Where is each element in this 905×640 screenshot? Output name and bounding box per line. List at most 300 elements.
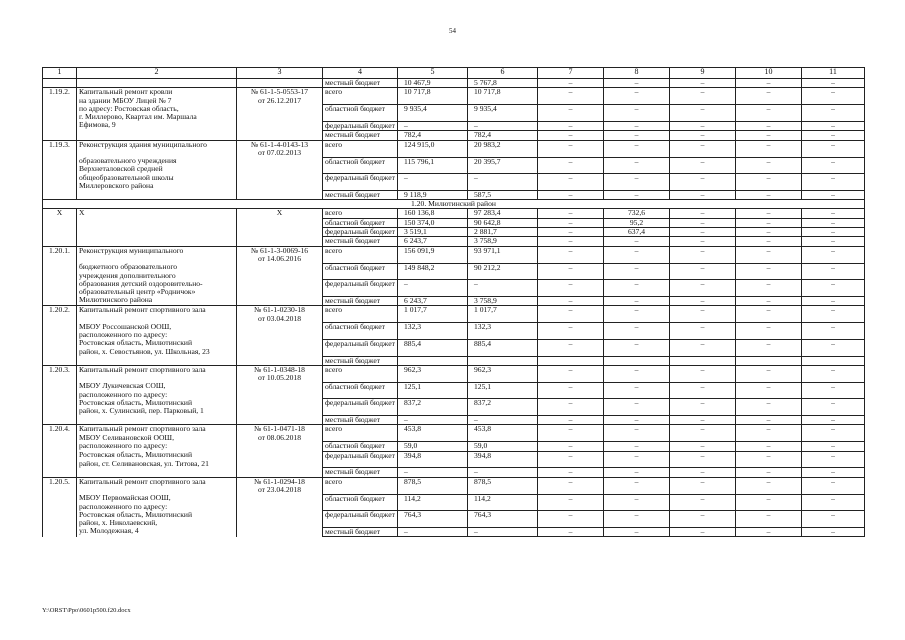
object-name-cell xyxy=(77,131,237,140)
column-number-row xyxy=(43,68,865,79)
item-number-cell xyxy=(43,451,77,468)
year-value-cell: – xyxy=(538,228,604,237)
year-value-cell: – xyxy=(802,365,865,382)
table-row xyxy=(43,477,865,494)
expertise-conclusion-cell xyxy=(237,105,323,122)
remaining-cost-cell: 2 881,7 xyxy=(468,228,538,237)
item-number-cell: 1.20.5. xyxy=(43,477,77,494)
expertise-conclusion-cell: № 61-1-0230-18 от 03.04.2018 xyxy=(237,306,323,323)
year-value-cell: – xyxy=(604,88,670,105)
year-value-cell: – xyxy=(802,339,865,356)
year-value-cell: – xyxy=(736,88,802,105)
estimated-cost-cell: 453,8 xyxy=(398,425,468,442)
estimated-cost-cell: – xyxy=(398,174,468,191)
file-path-footer: Y:\ORST\Ppo\0601p500.f20.docx xyxy=(42,607,131,614)
year-value-cell: – xyxy=(736,105,802,122)
year-value-cell: – xyxy=(736,280,802,297)
funding-source-cell: федеральный бюджет xyxy=(323,399,398,416)
year-value-cell: – xyxy=(670,105,736,122)
remaining-cost-cell: 10 717,8 xyxy=(468,88,538,105)
year-value-cell: – xyxy=(802,494,865,511)
expertise-conclusion-cell xyxy=(237,339,323,356)
funding-source-cell: всего xyxy=(323,209,398,218)
year-value-cell: – xyxy=(802,323,865,340)
object-name-cell: Ростовская область, Милютинский район, х. Николаевский, xyxy=(77,511,237,528)
estimated-cost-cell: 10 467,9 xyxy=(398,79,468,88)
table-row xyxy=(43,105,865,122)
estimated-cost-cell: 1 017,7 xyxy=(398,306,468,323)
estimated-cost-cell: 156 091,9 xyxy=(398,246,468,263)
estimated-cost-cell: – xyxy=(398,416,468,425)
remaining-cost-cell: – xyxy=(468,174,538,191)
year-value-cell: – xyxy=(670,140,736,157)
funding-source-cell: местный бюджет xyxy=(323,416,398,425)
expertise-conclusion-cell xyxy=(237,228,323,237)
year-value-cell: – xyxy=(670,477,736,494)
year-value-cell: – xyxy=(538,494,604,511)
year-value-cell: – xyxy=(670,280,736,297)
object-name-cell: общеобразовательной школы Миллеровского района xyxy=(77,174,237,191)
funding-source-cell: федеральный бюджет xyxy=(323,451,398,468)
expertise-conclusion-cell xyxy=(237,511,323,528)
year-value-cell: – xyxy=(538,174,604,191)
object-name-cell: Ростовская область, Милютинский район, ст. Селивановская, ул. Титова, 21 xyxy=(77,451,237,468)
item-number-cell xyxy=(43,131,77,140)
year-value-cell: – xyxy=(604,131,670,140)
year-value-cell xyxy=(670,356,736,365)
year-value-cell: – xyxy=(538,190,604,199)
year-value-cell: – xyxy=(538,365,604,382)
expertise-conclusion-cell xyxy=(237,174,323,191)
object-name-cell: по адресу: Ростовская область, г. Миллерово, Квартал им. Маршала xyxy=(77,105,237,122)
object-name-cell: образовательного учреждения Верхнеталовской средней xyxy=(77,157,237,174)
year-value-cell: – xyxy=(670,416,736,425)
item-number-cell xyxy=(43,399,77,416)
funding-source-cell: местный бюджет xyxy=(323,356,398,365)
year-value-cell: – xyxy=(538,442,604,451)
item-number-cell xyxy=(43,356,77,365)
estimated-cost-cell: 59,0 xyxy=(398,442,468,451)
year-value-cell: – xyxy=(802,442,865,451)
object-name-cell: Ростовская область, Милютинский район, х. Севостьянов, ул. Школьная, 23 xyxy=(77,339,237,356)
expertise-conclusion-cell xyxy=(237,416,323,425)
remaining-cost-cell: 962,3 xyxy=(468,365,538,382)
item-number-cell: 1.20.2. xyxy=(43,306,77,323)
expertise-conclusion-cell xyxy=(237,79,323,88)
item-number-cell xyxy=(43,416,77,425)
table-row xyxy=(43,416,865,425)
estimated-cost-cell: 3 519,1 xyxy=(398,228,468,237)
year-value-cell: – xyxy=(802,88,865,105)
year-value-cell: – xyxy=(538,140,604,157)
year-value-cell: – xyxy=(736,323,802,340)
year-value-cell: – xyxy=(736,218,802,227)
remaining-cost-cell: – xyxy=(468,280,538,297)
year-value-cell: – xyxy=(538,280,604,297)
year-value-cell: – xyxy=(736,425,802,442)
year-value-cell: – xyxy=(604,399,670,416)
year-value-cell: – xyxy=(802,79,865,88)
expertise-conclusion-cell xyxy=(237,451,323,468)
year-value-cell: – xyxy=(538,477,604,494)
object-name-cell: Реконструкция муниципального xyxy=(77,246,237,263)
year-value-cell: – xyxy=(802,246,865,263)
year-value-cell: – xyxy=(736,237,802,246)
remaining-cost-cell: 3 758,9 xyxy=(468,237,538,246)
year-value-cell: – xyxy=(736,228,802,237)
remaining-cost-cell: 59,0 xyxy=(468,442,538,451)
funding-source-cell: местный бюджет xyxy=(323,296,398,305)
item-number-cell xyxy=(43,237,77,246)
object-name-cell xyxy=(77,416,237,425)
year-value-cell: – xyxy=(736,416,802,425)
year-value-cell: – xyxy=(670,365,736,382)
table-row xyxy=(43,263,865,280)
funding-source-cell: федеральный бюджет xyxy=(323,280,398,297)
year-value-cell: – xyxy=(736,511,802,528)
object-name-cell xyxy=(77,218,237,227)
year-value-cell: – xyxy=(604,425,670,442)
year-value-cell: – xyxy=(670,323,736,340)
funding-source-cell: местный бюджет xyxy=(323,527,398,536)
year-value-cell: – xyxy=(802,468,865,477)
year-value-cell: – xyxy=(670,296,736,305)
expertise-conclusion-cell xyxy=(237,382,323,399)
year-value-cell: – xyxy=(802,121,865,130)
table-row xyxy=(43,356,865,365)
year-value-cell: – xyxy=(802,263,865,280)
funding-source-cell: местный бюджет xyxy=(323,79,398,88)
object-name-cell: Ростовская область, Милютинский район, х. Сулинский, пер. Парковый, 1 xyxy=(77,399,237,416)
table-row xyxy=(43,131,865,140)
estimated-cost-cell: 9 118,9 xyxy=(398,190,468,199)
expertise-conclusion-cell xyxy=(237,218,323,227)
year-value-cell: – xyxy=(670,399,736,416)
year-value-cell: – xyxy=(538,339,604,356)
expertise-conclusion-cell xyxy=(237,280,323,297)
year-value-cell: – xyxy=(736,174,802,191)
remaining-cost-cell: 97 283,4 xyxy=(468,209,538,218)
item-number-cell xyxy=(43,174,77,191)
year-value-cell: – xyxy=(670,451,736,468)
year-value-cell: – xyxy=(802,190,865,199)
year-value-cell: – xyxy=(736,365,802,382)
year-value-cell: – xyxy=(538,451,604,468)
item-number-cell xyxy=(43,218,77,227)
table-row xyxy=(43,442,865,451)
section-title: 1.20. Милютинский район xyxy=(43,200,865,209)
year-value-cell: – xyxy=(802,425,865,442)
estimated-cost-cell: 885,4 xyxy=(398,339,468,356)
estimated-cost-cell: 160 136,8 xyxy=(398,209,468,218)
estimated-cost-cell: – xyxy=(398,527,468,536)
year-value-cell: – xyxy=(604,306,670,323)
year-value-cell xyxy=(604,356,670,365)
estimated-cost-cell: – xyxy=(398,121,468,130)
year-value-cell: 95,2 xyxy=(604,218,670,227)
year-value-cell: – xyxy=(736,477,802,494)
object-name-cell: Капитальный ремонт спортивного зала xyxy=(77,365,237,382)
year-value-cell: – xyxy=(670,174,736,191)
year-value-cell: – xyxy=(802,237,865,246)
year-value-cell: – xyxy=(736,121,802,130)
remaining-cost-cell: 1 017,7 xyxy=(468,306,538,323)
estimated-cost-cell: 124 915,0 xyxy=(398,140,468,157)
year-value-cell: – xyxy=(538,157,604,174)
expertise-conclusion-cell: № 61-1-5-0553-17 от 26.12.2017 xyxy=(237,88,323,105)
table-row xyxy=(43,237,865,246)
column-number: 8 xyxy=(604,68,670,79)
item-number-cell xyxy=(43,157,77,174)
year-value-cell: – xyxy=(538,131,604,140)
remaining-cost-cell: 125,1 xyxy=(468,382,538,399)
remaining-cost-cell: 20 395,7 xyxy=(468,157,538,174)
item-number-cell xyxy=(43,105,77,122)
year-value-cell: – xyxy=(538,306,604,323)
year-value-cell: – xyxy=(736,382,802,399)
object-name-cell: МБОУ Первомайская ООШ, расположенного по адресу: xyxy=(77,494,237,511)
year-value-cell: – xyxy=(802,296,865,305)
year-value-cell: – xyxy=(670,246,736,263)
year-value-cell: – xyxy=(670,468,736,477)
year-value-cell: – xyxy=(802,382,865,399)
year-value-cell: – xyxy=(670,494,736,511)
estimated-cost-cell: 962,3 xyxy=(398,365,468,382)
year-value-cell: – xyxy=(604,468,670,477)
year-value-cell: – xyxy=(538,527,604,536)
year-value-cell: – xyxy=(604,323,670,340)
year-value-cell: – xyxy=(538,263,604,280)
year-value-cell: – xyxy=(670,157,736,174)
year-value-cell: – xyxy=(736,451,802,468)
estimated-cost-cell: 878,5 xyxy=(398,477,468,494)
year-value-cell: – xyxy=(736,140,802,157)
table-row xyxy=(43,339,865,356)
table-row xyxy=(43,228,865,237)
remaining-cost-cell xyxy=(468,356,538,365)
expertise-conclusion-cell xyxy=(237,442,323,451)
year-value-cell: – xyxy=(538,218,604,227)
funding-source-cell: областной бюджет xyxy=(323,263,398,280)
table-row xyxy=(43,140,865,157)
remaining-cost-cell: 90 642,8 xyxy=(468,218,538,227)
expertise-conclusion-cell xyxy=(237,468,323,477)
estimated-cost-cell: 150 374,0 xyxy=(398,218,468,227)
year-value-cell: – xyxy=(670,237,736,246)
year-value-cell: – xyxy=(604,296,670,305)
estimated-cost-cell: 782,4 xyxy=(398,131,468,140)
year-value-cell: – xyxy=(802,228,865,237)
funding-source-cell: всего xyxy=(323,425,398,442)
item-number-cell: 1.20.3. xyxy=(43,365,77,382)
year-value-cell: – xyxy=(802,105,865,122)
item-number-cell: Х xyxy=(43,209,77,218)
object-name-cell: Ефимова, 9 xyxy=(77,121,237,130)
object-name-cell xyxy=(77,79,237,88)
expertise-conclusion-cell xyxy=(237,237,323,246)
year-value-cell: – xyxy=(670,339,736,356)
year-value-cell: – xyxy=(670,121,736,130)
item-number-cell xyxy=(43,296,77,305)
remaining-cost-cell: – xyxy=(468,527,538,536)
funding-source-cell: федеральный бюджет xyxy=(323,339,398,356)
year-value-cell: – xyxy=(538,425,604,442)
table-row xyxy=(43,88,865,105)
column-number: 2 xyxy=(77,68,237,79)
estimated-cost-cell: 9 935,4 xyxy=(398,105,468,122)
year-value-cell: – xyxy=(604,477,670,494)
year-value-cell: 732,6 xyxy=(604,209,670,218)
table-row xyxy=(43,218,865,227)
item-number-cell xyxy=(43,190,77,199)
remaining-cost-cell: 878,5 xyxy=(468,477,538,494)
year-value-cell: – xyxy=(604,140,670,157)
remaining-cost-cell: 114,2 xyxy=(468,494,538,511)
year-value-cell xyxy=(736,356,802,365)
year-value-cell: – xyxy=(736,339,802,356)
year-value-cell: – xyxy=(670,263,736,280)
year-value-cell: – xyxy=(736,190,802,199)
year-value-cell: – xyxy=(604,263,670,280)
year-value-cell: – xyxy=(538,382,604,399)
object-name-cell xyxy=(77,237,237,246)
table-row xyxy=(43,296,865,305)
year-value-cell: – xyxy=(670,511,736,528)
item-number-cell xyxy=(43,323,77,340)
expertise-conclusion-cell: № 61-1-0294-18 от 23.04.2018 xyxy=(237,477,323,494)
object-name-cell: Капитальный ремонт кровли на здании МБОУ Лицей № 7 xyxy=(77,88,237,105)
table-row xyxy=(43,468,865,477)
item-number-cell xyxy=(43,494,77,511)
table-row xyxy=(43,382,865,399)
year-value-cell: – xyxy=(604,237,670,246)
year-value-cell: – xyxy=(670,527,736,536)
expertise-conclusion-cell xyxy=(237,263,323,280)
year-value-cell: – xyxy=(538,468,604,477)
object-name-cell: МБОУ Лукичевская СОШ, расположенного по адресу: xyxy=(77,382,237,399)
year-value-cell: – xyxy=(538,209,604,218)
year-value-cell: – xyxy=(736,263,802,280)
expertise-conclusion-cell xyxy=(237,494,323,511)
year-value-cell: – xyxy=(736,399,802,416)
table-row xyxy=(43,174,865,191)
remaining-cost-cell: 885,4 xyxy=(468,339,538,356)
table-row xyxy=(43,79,865,88)
year-value-cell: – xyxy=(670,190,736,199)
object-name-cell: Х xyxy=(77,209,237,218)
year-value-cell: – xyxy=(604,442,670,451)
funding-source-cell: всего xyxy=(323,365,398,382)
expertise-conclusion-cell: № 61-1-0348-18 от 10.05.2018 xyxy=(237,365,323,382)
item-number-cell xyxy=(43,339,77,356)
year-value-cell: – xyxy=(604,174,670,191)
year-value-cell: – xyxy=(736,468,802,477)
year-value-cell: – xyxy=(604,190,670,199)
year-value-cell: 637,4 xyxy=(604,228,670,237)
year-value-cell xyxy=(802,356,865,365)
object-name-cell xyxy=(77,228,237,237)
item-number-cell xyxy=(43,527,77,536)
year-value-cell: – xyxy=(538,511,604,528)
remaining-cost-cell: 587,5 xyxy=(468,190,538,199)
year-value-cell: – xyxy=(802,157,865,174)
table-row xyxy=(43,157,865,174)
funding-source-cell: областной бюджет xyxy=(323,218,398,227)
remaining-cost-cell: 837,2 xyxy=(468,399,538,416)
funding-source-cell: областной бюджет xyxy=(323,494,398,511)
year-value-cell: – xyxy=(538,88,604,105)
year-value-cell: – xyxy=(802,209,865,218)
year-value-cell: – xyxy=(802,399,865,416)
funding-source-cell: местный бюджет xyxy=(323,468,398,477)
estimated-cost-cell: 764,3 xyxy=(398,511,468,528)
year-value-cell: – xyxy=(538,399,604,416)
object-name-cell: расположенного по адресу: xyxy=(77,442,237,451)
table-row xyxy=(43,246,865,263)
column-number: 10 xyxy=(736,68,802,79)
expertise-conclusion-cell xyxy=(237,121,323,130)
year-value-cell: – xyxy=(670,228,736,237)
remaining-cost-cell: 90 212,2 xyxy=(468,263,538,280)
object-name-cell xyxy=(77,468,237,477)
year-value-cell: – xyxy=(604,382,670,399)
column-number: 7 xyxy=(538,68,604,79)
year-value-cell: – xyxy=(802,527,865,536)
year-value-cell: – xyxy=(604,280,670,297)
year-value-cell: – xyxy=(604,527,670,536)
remaining-cost-cell: 394,8 xyxy=(468,451,538,468)
object-name-cell: МБОУ Россошанской ООШ, расположенного по адресу: xyxy=(77,323,237,340)
funding-source-cell: местный бюджет xyxy=(323,190,398,199)
column-number: 4 xyxy=(323,68,398,79)
item-number-cell: 1.20.1. xyxy=(43,246,77,263)
year-value-cell: – xyxy=(736,157,802,174)
expertise-conclusion-cell xyxy=(237,399,323,416)
estimated-cost-cell: 394,8 xyxy=(398,451,468,468)
year-value-cell: – xyxy=(538,105,604,122)
expertise-conclusion-cell: № 61-1-4-0143-13 от 07.02.2013 xyxy=(237,140,323,157)
year-value-cell: – xyxy=(604,339,670,356)
expertise-conclusion-cell: Х xyxy=(237,209,323,218)
table-row xyxy=(43,511,865,528)
year-value-cell: – xyxy=(802,416,865,425)
column-number: 1 xyxy=(43,68,77,79)
year-value-cell: – xyxy=(736,79,802,88)
year-value-cell: – xyxy=(670,88,736,105)
estimated-cost-cell: 114,2 xyxy=(398,494,468,511)
expertise-conclusion-cell xyxy=(237,356,323,365)
remaining-cost-cell: 9 935,4 xyxy=(468,105,538,122)
item-number-cell xyxy=(43,263,77,280)
year-value-cell: – xyxy=(670,382,736,399)
year-value-cell: – xyxy=(736,296,802,305)
object-name-cell xyxy=(77,356,237,365)
year-value-cell: – xyxy=(736,527,802,536)
table-row xyxy=(43,451,865,468)
expertise-conclusion-cell xyxy=(237,323,323,340)
year-value-cell: – xyxy=(538,237,604,246)
object-name-cell: образования детский оздоровительно- образовательный центр «Родничок» xyxy=(77,280,237,297)
year-value-cell: – xyxy=(802,140,865,157)
object-name-cell: ул. Молодежная, 4 xyxy=(77,527,237,536)
expertise-conclusion-cell xyxy=(237,527,323,536)
estimated-cost-cell: 132,3 xyxy=(398,323,468,340)
year-value-cell: – xyxy=(802,174,865,191)
year-value-cell: – xyxy=(604,511,670,528)
remaining-cost-cell: – xyxy=(468,416,538,425)
year-value-cell: – xyxy=(604,246,670,263)
remaining-cost-cell: 132,3 xyxy=(468,323,538,340)
